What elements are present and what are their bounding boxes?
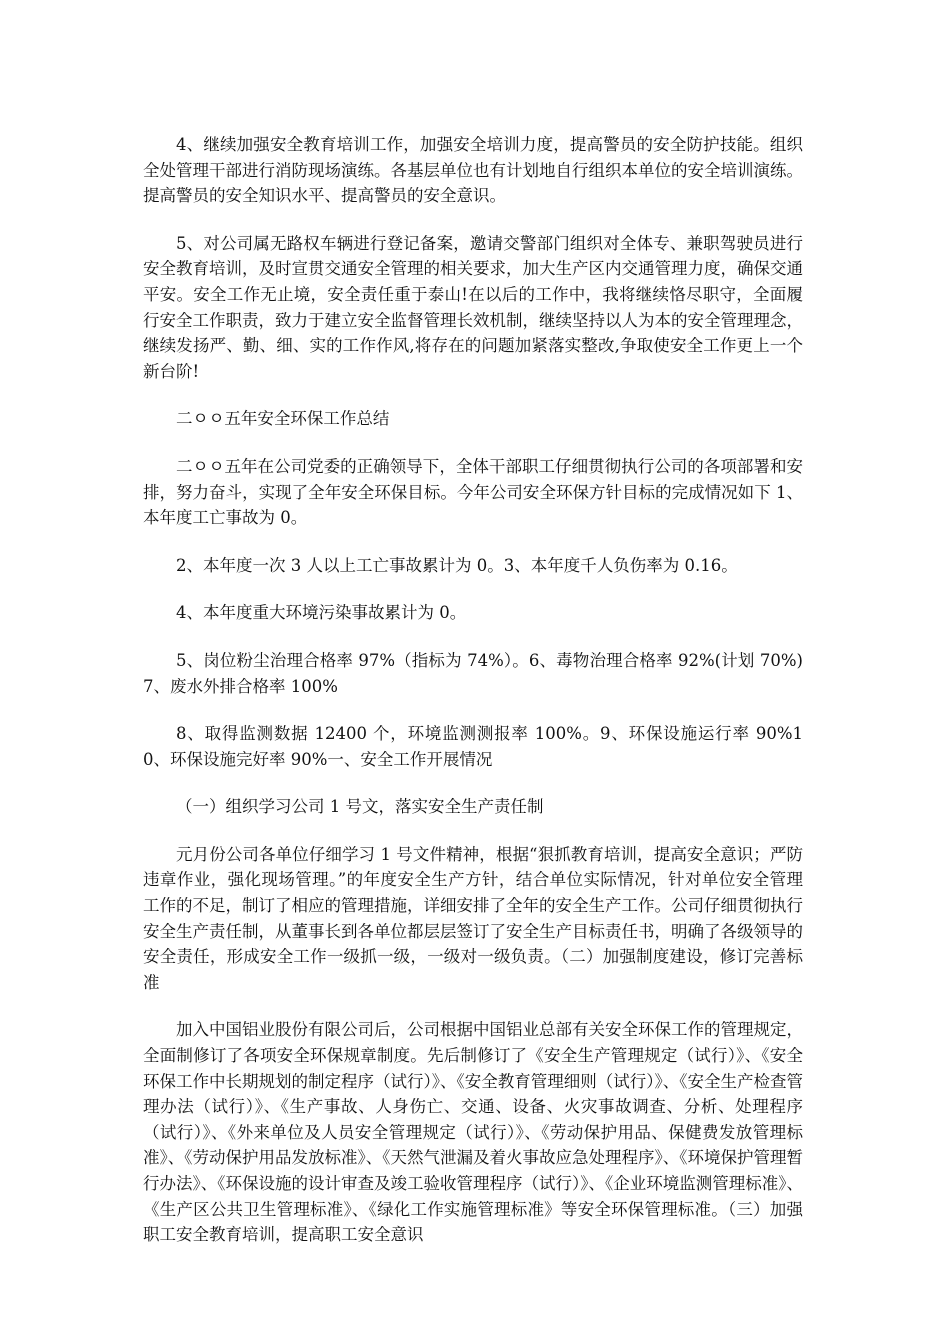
paragraph-traffic: 5、对公司属无路权车辆进行登记备案，邀请交警部门组织对全体专、兼职驾驶员进行安全教育培训，及时宣贯交通安全管理的相关要求，加大生产区内交通管理力度，确保交通平安。安全工作无止境，安全责任重于泰山!在以后的工作中，我将继续恪尽职守，全面履行安全工作职责，致力于建立安全监督管理长效机制，继续坚持以人为本的安全管理理念，继续发扬严、勤、细、实的工作作风,将存在的问题加紧落实整改,争取使安全工作更上一个新台阶!	[143, 233, 803, 381]
document-body	[143, 132, 803, 1270]
paragraph-regulations: 加入中国铝业股份有限公司后，公司根据中国铝业总部有关安全环保工作的管理规定，全面制修订了各项安全环保规章制度。先后制修订了《安全生产管理规定（试行）》、《安全环保工作中长期规划的制定程序（试行）》、《安全教育管理细则（试行）》、《安全生产检查管理办法（试行）》、《生产事故、人身伤亡、交通、设备、火灾事故调查、分析、处理程序（试行）》、《外来单位及人员安全管理规定（试行）》、《劳动保护用品、保健费发放管理标准》、《劳动保护用品发放标准》、《天然气泄漏及着火事故应急处理程序》、《环境保护管理暂行办法》、《环保设施的设计审查及竣工验收管理程序（试行）》、《企业环境监测管理标准》、《生产区公共卫生管理标准》、《绿化工作实施管理标准》等安全环保管理标准。（三）加强职工安全教育培训，提高职工安全意识	[143, 1020, 803, 1245]
paragraph-stat-5-7: 5、岗位粉尘治理合格率 97%（指标为 74%）。6、毒物治理合格率 92%(计划 70%)7、废水外排合格率 100%	[143, 650, 803, 696]
paragraph-responsibility: 元月份公司各单位仔细学习 1 号文件精神，根据“狠抓教育培训，提高安全意识；严防违章作业，强化现场管理。”的年度安全生产方针，结合单位实际情况，针对单位安全管理工作的不足，制订了相应的管理措施，详细安排了全年的安全生产工作。公司仔细贯彻执行安全生产责任制，从董事长到各单位都层层签订了安全生产目标责任书，明确了各级领导的安全责任，形成安全工作一级抓一级，一级对一级负责。（二）加强制度建设，修订完善标准	[143, 844, 803, 992]
subsection-title-1: （一）组织学习公司 1 号文，落实安全生产责任制	[176, 797, 544, 817]
paragraph-summary: 二ㅇㅇ五年在公司党委的正确领导下，全体干部职工仔细贯彻执行公司的各项部署和安排，努力奋斗，实现了全年安全环保目标。今年公司安全环保方针目标的完成情况如下 1、本年度工亡事故为 0。	[143, 456, 803, 528]
paragraph-stat-2-3: 2、本年度一次 3 人以上工亡事故累计为 0。3、本年度千人负伤率为 0.16。	[176, 555, 738, 575]
paragraph-training: 4、继续加强安全教育培训工作，加强安全培训力度，提高警员的安全防护技能。组织全处管理干部进行消防现场演练。各基层单位也有计划地自行组织本单位的安全培训演练。提高警员的安全知识水平、提高警员的安全意识。	[143, 135, 803, 206]
paragraph-stat-8-10: 8、取得监测数据 12400 个，环境监测测报率 100%。9、环保设施运行率 90%10、环保设施完好率 90%一、安全工作开展情况	[143, 724, 803, 769]
section-title: 二ㅇㅇ五年安全环保工作总结	[176, 409, 390, 429]
paragraph-stat-4: 4、本年度重大环境污染事故累计为 0。	[176, 603, 467, 623]
